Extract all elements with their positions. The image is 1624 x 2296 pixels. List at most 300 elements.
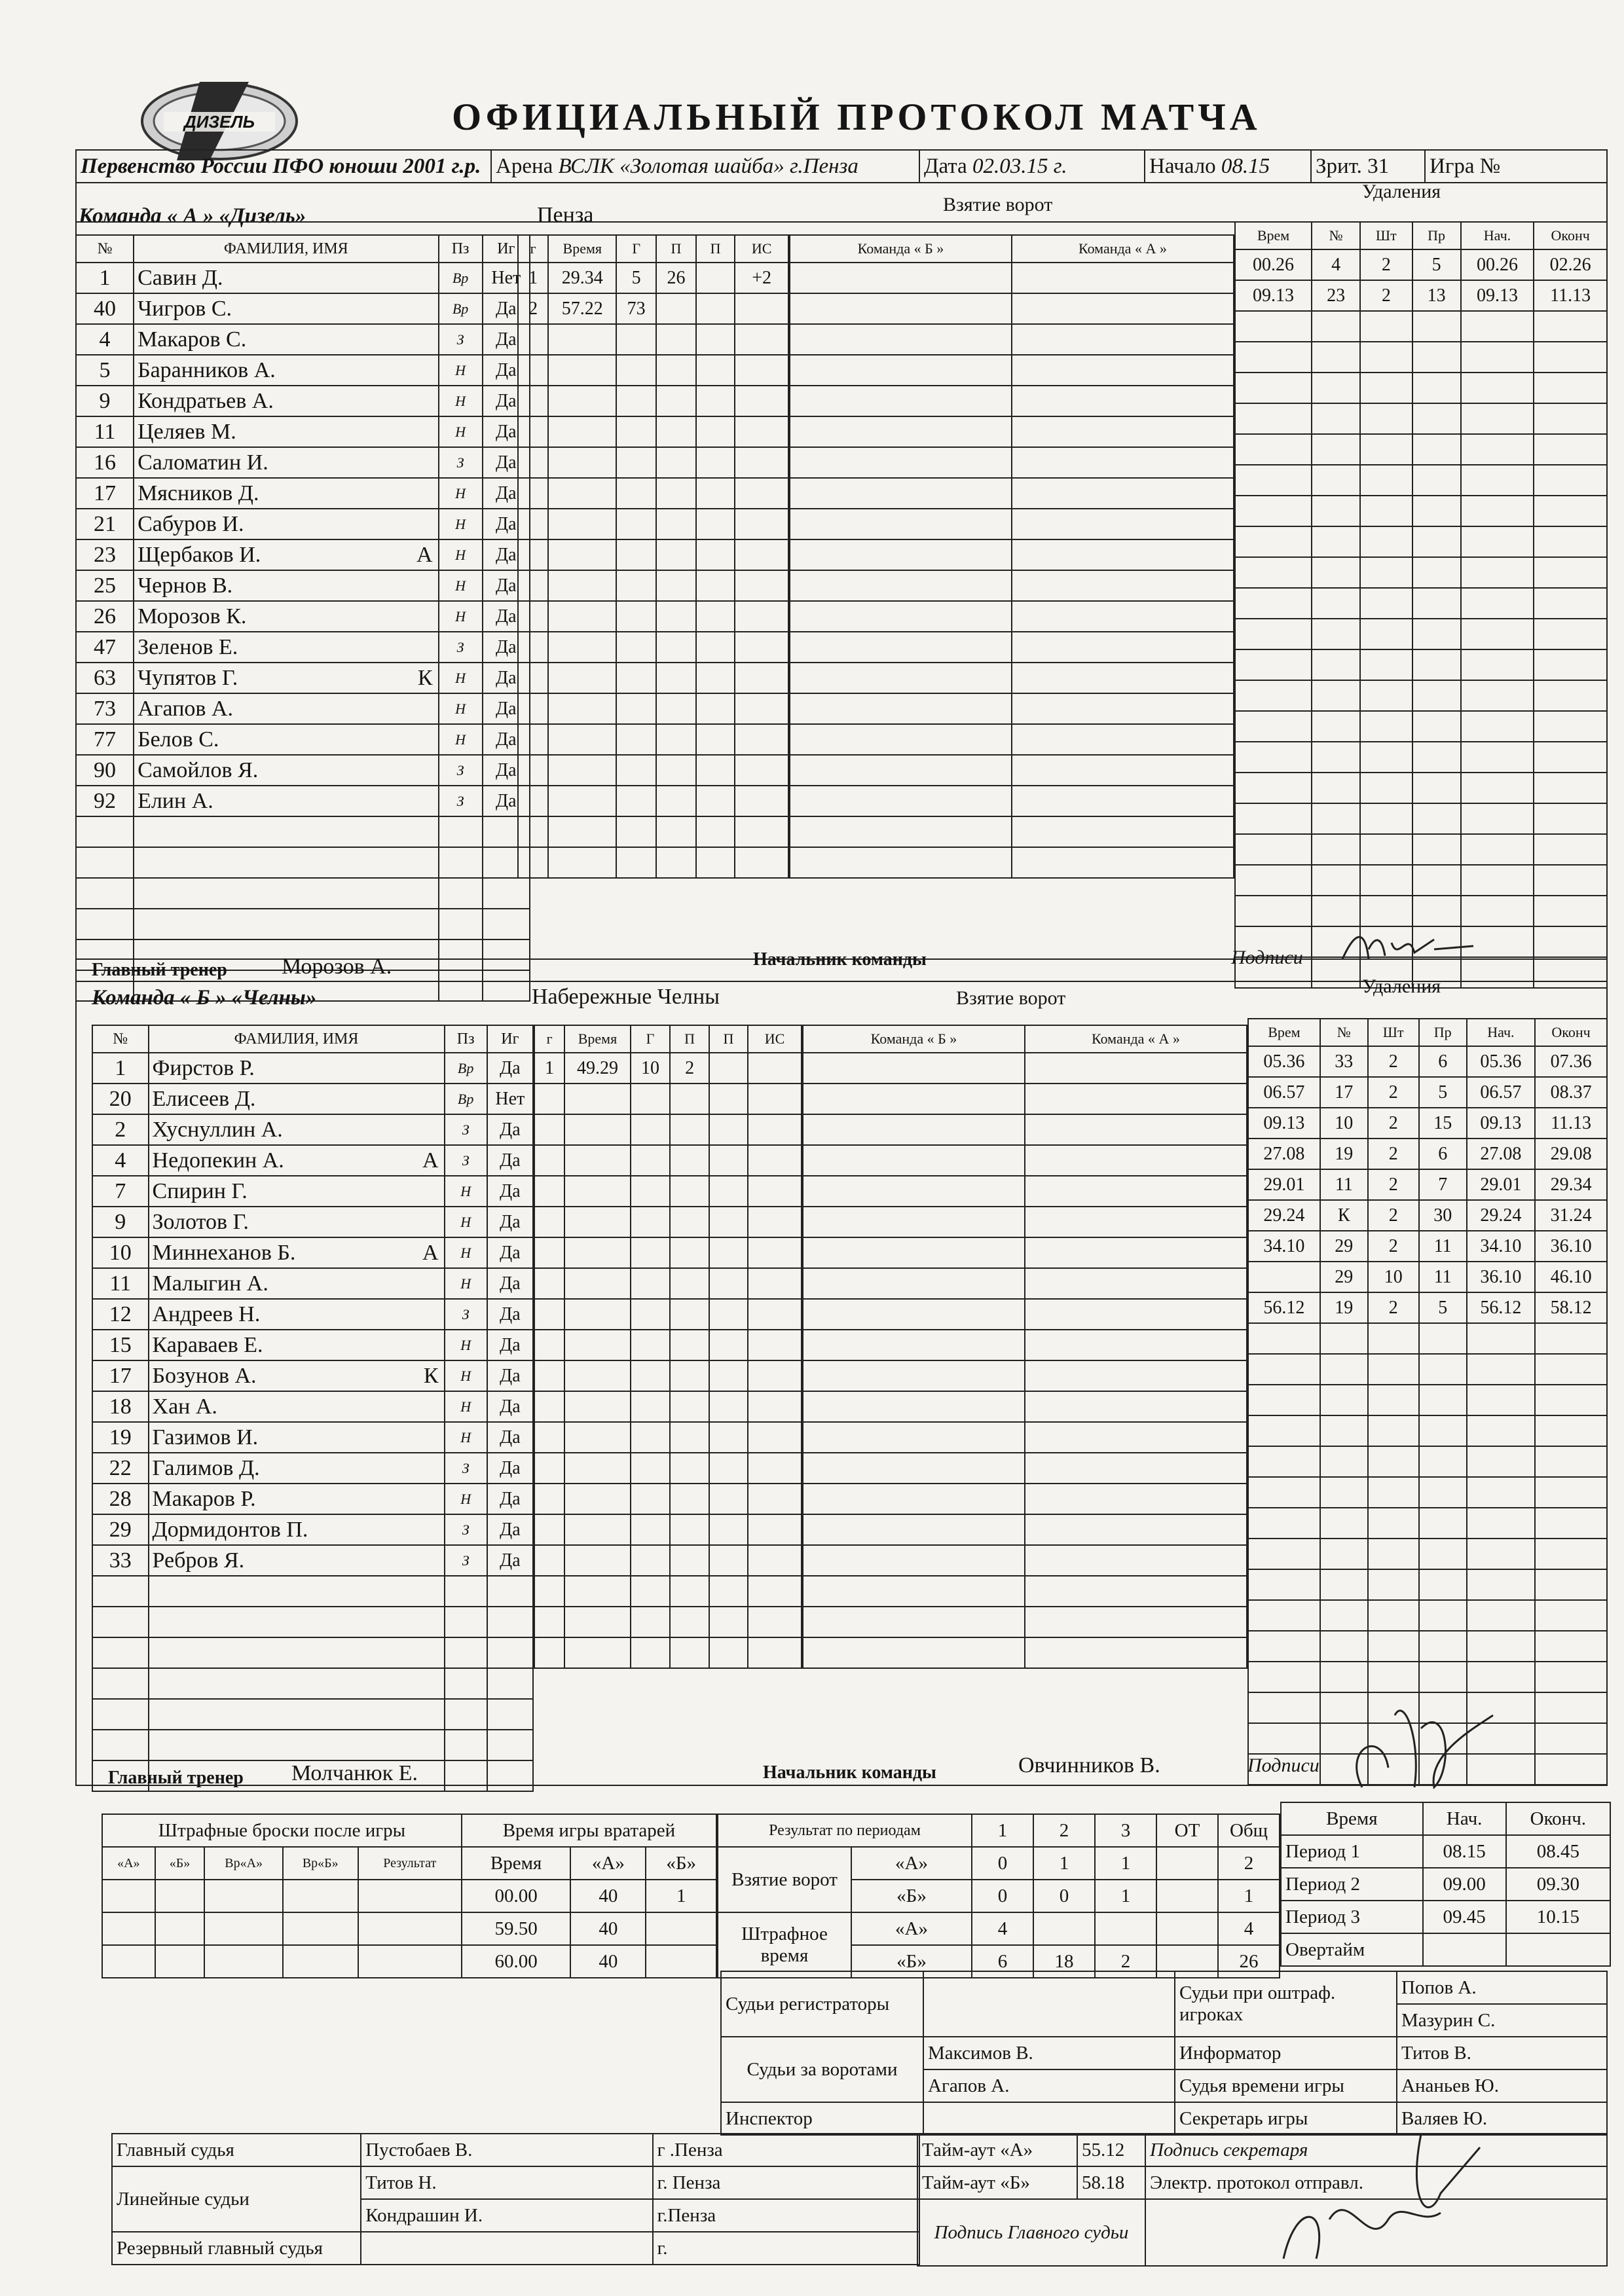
penalty-end: 08.37 — [1535, 1077, 1607, 1108]
goal-p2 — [696, 478, 735, 509]
player-name: Самойлов Я. — [134, 755, 438, 786]
player-position — [445, 1668, 487, 1699]
penalty-row — [1235, 557, 1607, 588]
penalty-sht: 2 — [1368, 1292, 1419, 1323]
officials-table — [720, 1971, 1608, 2136]
lineup-row — [803, 1053, 1247, 1084]
player-plays: Да — [487, 1360, 533, 1391]
player-name: Газимов И. — [149, 1422, 445, 1453]
penalty-time: 27.08 — [1248, 1139, 1320, 1169]
penalty-time — [1248, 1262, 1320, 1292]
player-plays — [487, 1607, 533, 1637]
penalty-sht — [1360, 803, 1412, 834]
penalty-no — [1320, 1477, 1368, 1508]
penalty-start — [1467, 1323, 1536, 1354]
penalty-row — [1235, 434, 1607, 465]
player-plays — [487, 1637, 533, 1668]
goal-g — [631, 1176, 671, 1207]
goal-is — [748, 1391, 802, 1422]
penalty-start: 00.26 — [1461, 249, 1534, 280]
goal-time — [548, 570, 616, 601]
player-position: З — [445, 1145, 487, 1176]
goalie-time-cell: 59.50 — [462, 1912, 570, 1945]
goal-row — [518, 693, 788, 724]
penalty-time — [1235, 865, 1312, 896]
player-name: Белов С. — [134, 724, 438, 755]
lineup-row — [803, 1268, 1247, 1299]
penalty-time — [1235, 496, 1312, 526]
player-plays: Да — [487, 1453, 533, 1484]
period-times — [1280, 1802, 1611, 1967]
penalty-end — [1535, 1631, 1607, 1662]
period-time-row — [1281, 1868, 1610, 1901]
player-position: Н — [439, 416, 483, 447]
penalty-start — [1467, 1477, 1536, 1508]
goal-is — [735, 786, 788, 816]
penalty-no — [1312, 680, 1360, 711]
goal-time — [548, 478, 616, 509]
team-a-signature — [1336, 923, 1486, 969]
penalty-sht — [1368, 1415, 1419, 1446]
goalie-col: «Б» — [646, 1847, 716, 1880]
penalty-row — [1248, 1539, 1607, 1569]
goal-is — [735, 293, 788, 324]
lineup-row — [790, 724, 1234, 755]
player-position — [439, 878, 483, 909]
goal-time — [564, 1453, 630, 1484]
goalie-time-cell: 1 — [646, 1880, 716, 1912]
player-position: Н — [445, 1176, 487, 1207]
goal-p1 — [670, 1453, 709, 1484]
goal-p2 — [696, 416, 735, 447]
penalty-time — [1235, 434, 1312, 465]
goal-p1 — [656, 632, 696, 663]
player-position: З — [445, 1545, 487, 1576]
goal-is — [735, 724, 788, 755]
goal-p2 — [709, 1422, 748, 1453]
period-team: «Б» — [851, 1945, 972, 1978]
linesman-2-city: г.Пенза — [653, 2199, 919, 2232]
player-name: Макаров Р. — [149, 1484, 445, 1514]
penalty-judge-1: Попов А. — [1397, 1971, 1607, 2004]
player-number: 11 — [92, 1268, 149, 1299]
penalty-row — [1248, 1262, 1607, 1292]
penalty-end: 29.08 — [1535, 1139, 1607, 1169]
goal-p2 — [709, 1084, 748, 1114]
penalty-start: 06.57 — [1467, 1077, 1536, 1108]
penalty-sht — [1360, 434, 1412, 465]
penalty-no — [1320, 1323, 1368, 1354]
player-row — [76, 478, 530, 509]
penalty-sht — [1368, 1477, 1419, 1508]
penalty-row — [1235, 865, 1607, 896]
player-plays: Нет — [483, 263, 530, 293]
goal-g — [631, 1360, 671, 1391]
period-team: «А» — [851, 1912, 972, 1945]
player-row — [76, 293, 530, 324]
period-results — [717, 1813, 1280, 1978]
goal-g — [616, 632, 656, 663]
player-plays: Да — [487, 1330, 533, 1360]
lineup-row — [803, 1484, 1247, 1514]
player-plays: Да — [483, 355, 530, 386]
penalty-row — [1248, 1046, 1607, 1077]
player-number: 28 — [92, 1484, 149, 1514]
goal-g — [631, 1391, 671, 1422]
player-name: Агапов А. — [134, 693, 438, 724]
penalty-no — [1312, 557, 1360, 588]
player-row — [76, 663, 530, 693]
secretary-sig-label: Подпись секретаря — [1145, 2134, 1607, 2166]
player-position: З — [439, 632, 483, 663]
player-row — [76, 447, 530, 478]
player-row — [92, 1453, 533, 1484]
goal-p2 — [709, 1330, 748, 1360]
penalty-no — [1312, 649, 1360, 680]
player-row — [76, 355, 530, 386]
goal-row — [518, 263, 788, 293]
player-row — [76, 539, 530, 570]
penalty-sht — [1368, 1662, 1419, 1692]
penalty-no — [1320, 1569, 1368, 1600]
goal-g — [616, 355, 656, 386]
goal-is — [748, 1114, 802, 1145]
goal-g — [534, 1145, 564, 1176]
player-plays: Да — [487, 1053, 533, 1084]
match-date: Дата 02.03.15 г. — [919, 150, 1145, 183]
penalty-end — [1534, 773, 1607, 803]
col-name: ФАМИЛИЯ, ИМЯ — [134, 235, 438, 263]
goal-is — [748, 1576, 802, 1607]
goal-g — [518, 786, 548, 816]
referee-sig-label: Подпись Главного судьи — [917, 2199, 1145, 2266]
goal-g — [631, 1545, 671, 1576]
penalty-pr — [1419, 1323, 1467, 1354]
goal-time — [564, 1545, 630, 1576]
penalty-sht — [1360, 896, 1412, 926]
shootout-goalie-table — [101, 1813, 717, 1978]
penalty-pr: 6 — [1419, 1139, 1467, 1169]
penalty-start — [1461, 742, 1534, 773]
player-position: З — [445, 1114, 487, 1145]
goal-row — [518, 447, 788, 478]
goal-g — [518, 570, 548, 601]
penalty-row — [1248, 1292, 1607, 1323]
player-position: Вр — [445, 1053, 487, 1084]
period-team: «Б» — [851, 1880, 972, 1912]
player-number: 17 — [76, 478, 134, 509]
penalty-pr: 30 — [1419, 1200, 1467, 1231]
penalty-sht: 2 — [1368, 1169, 1419, 1200]
goalie-col: Время — [462, 1847, 570, 1880]
period-team: «А» — [851, 1847, 972, 1880]
penalty-time — [1248, 1385, 1320, 1415]
player-position: Н — [445, 1330, 487, 1360]
lineup-row — [790, 570, 1234, 601]
penalty-time — [1248, 1446, 1320, 1477]
goal-p1 — [656, 816, 696, 847]
player-row — [92, 1607, 533, 1637]
timeout-a-value: 55.12 — [1077, 2134, 1145, 2166]
penalty-row — [1235, 403, 1607, 434]
goal-p2 — [696, 355, 735, 386]
goal-p1 — [656, 724, 696, 755]
penalty-sht: 2 — [1368, 1200, 1419, 1231]
penalty-end — [1535, 1569, 1607, 1600]
player-plays — [487, 1760, 533, 1791]
goal-p2 — [696, 816, 735, 847]
penalty-row — [1248, 1231, 1607, 1262]
penalty-row — [1248, 1139, 1607, 1169]
penalty-end — [1535, 1477, 1607, 1508]
player-row — [92, 1084, 533, 1114]
lineup-row — [790, 324, 1234, 355]
goal-is — [748, 1360, 802, 1391]
team-a-penalties: Врем № Шт Пр Нач. Оконч 00.26 4 2 5 00.26 02.26 09.13 23 2 13 09.13 11.13 — [1234, 221, 1608, 989]
main-referee-label: Главный судья — [112, 2134, 361, 2166]
shootout-title: Штрафные броски после игры — [102, 1814, 462, 1847]
team-b-goals-title: Взятие ворот — [956, 987, 1066, 1009]
goal-is — [735, 693, 788, 724]
player-row — [76, 755, 530, 786]
team-b-penalties: Врем № Шт Пр Нач. Оконч 05.36 33 2 6 05.36 07.36 06.57 17 2 5 06.57 08.37 09.13 10 2 15 09.13 11.13 27.08 19 2 6 27.08 29.08 29.01 11 2 7 29.01 29.34 29.24 К 2 30 29.24 31.24 34.10 29 2 11 34.10 36.10 29 10 11 36.10 46.10 56.12 19 2 5 56.12 58.12 — [1247, 1018, 1608, 1785]
penalty-start — [1461, 711, 1534, 742]
penalty-row — [1248, 1108, 1607, 1139]
penalty-start: 29.01 — [1467, 1169, 1536, 1200]
penalty-start — [1467, 1415, 1536, 1446]
penalty-start — [1467, 1600, 1536, 1631]
player-row — [76, 847, 530, 878]
goal-g — [616, 663, 656, 693]
lineup-row — [790, 386, 1234, 416]
goal-time — [564, 1145, 630, 1176]
goal-g — [631, 1637, 671, 1668]
lineup-row — [790, 416, 1234, 447]
penalty-no: 19 — [1320, 1292, 1368, 1323]
penalty-time — [1248, 1415, 1320, 1446]
player-name: Недопекин А. А — [149, 1145, 445, 1176]
player-number: 11 — [76, 416, 134, 447]
period-value — [1156, 1880, 1218, 1912]
goal-is — [748, 1330, 802, 1360]
period-time-cell: 09.45 — [1423, 1901, 1506, 1933]
player-position: Вр — [445, 1084, 487, 1114]
goal-time — [564, 1237, 630, 1268]
penalty-pr: 6 — [1419, 1046, 1467, 1077]
goal-row — [534, 1422, 802, 1453]
team-b-chief: Овчинников В. — [1018, 1753, 1160, 1777]
player-plays: Да — [487, 1545, 533, 1576]
goal-row — [534, 1637, 802, 1668]
period-time-col: Оконч. — [1506, 1802, 1610, 1835]
reserve-referee-city: г. — [653, 2232, 919, 2265]
goal-row — [534, 1084, 802, 1114]
goal-g — [534, 1545, 564, 1576]
penalty-start — [1461, 403, 1534, 434]
goal-p2 — [709, 1053, 748, 1084]
penalty-sht — [1360, 649, 1412, 680]
goal-time: 49.29 — [564, 1053, 630, 1084]
goal-g — [616, 539, 656, 570]
goal-g — [518, 816, 548, 847]
penalty-row — [1248, 1631, 1607, 1662]
penalty-time — [1235, 619, 1312, 649]
penalty-pr — [1419, 1631, 1467, 1662]
period-col: 3 — [1095, 1814, 1156, 1847]
penalty-end — [1534, 588, 1607, 619]
penalty-no — [1312, 834, 1360, 865]
player-row — [92, 1114, 533, 1145]
goal-g — [518, 509, 548, 539]
team-a-goal-lineups: Команда « Б » Команда « А » — [789, 234, 1234, 879]
player-plays: Да — [483, 478, 530, 509]
goal-time — [564, 1607, 630, 1637]
lineup-row — [803, 1607, 1247, 1637]
period-value: 4 — [972, 1912, 1033, 1945]
period-time-col: Время — [1281, 1802, 1423, 1835]
penalty-no: 19 — [1320, 1139, 1368, 1169]
player-row — [92, 1637, 533, 1668]
goal-time — [548, 509, 616, 539]
penalty-start — [1461, 680, 1534, 711]
team-b-signature — [1342, 1689, 1513, 1800]
penalty-end — [1535, 1723, 1607, 1754]
penalty-no — [1320, 1446, 1368, 1477]
player-name — [134, 909, 438, 939]
penalty-sht — [1360, 373, 1412, 403]
penalty-pr — [1419, 1539, 1467, 1569]
penalty-pr: 5 — [1419, 1292, 1467, 1323]
penalty-row — [1248, 1508, 1607, 1539]
penalty-pr — [1419, 1662, 1467, 1692]
goal-p1 — [656, 416, 696, 447]
penalty-end — [1534, 403, 1607, 434]
goal-time: 57.22 — [548, 293, 616, 324]
goal-row — [518, 324, 788, 355]
penalty-no — [1312, 803, 1360, 834]
goal-p1 — [670, 1145, 709, 1176]
player-number — [92, 1637, 149, 1668]
goal-g — [631, 1422, 671, 1453]
player-row — [92, 1730, 533, 1760]
penalty-end — [1534, 342, 1607, 373]
lineup-row — [803, 1299, 1247, 1330]
player-number — [76, 847, 134, 878]
team-a-chief-label: Начальник команды — [753, 949, 927, 970]
player-row — [92, 1330, 533, 1360]
player-row — [76, 816, 530, 847]
penalty-pr: 11 — [1419, 1262, 1467, 1292]
goal-p1 — [656, 509, 696, 539]
penalty-pr — [1412, 711, 1461, 742]
goalie-col: «А» — [570, 1847, 646, 1880]
player-number — [76, 909, 134, 939]
goal-g — [631, 1237, 671, 1268]
player-plays: Да — [487, 1268, 533, 1299]
player-number — [92, 1730, 149, 1760]
player-name: Галимов Д. — [149, 1453, 445, 1484]
goalie-time-cell: 40 — [570, 1945, 646, 1978]
goal-g — [616, 724, 656, 755]
lineup-row — [790, 816, 1234, 847]
shootout-col: «Б» — [155, 1847, 205, 1880]
competition: Первенство России ПФО юноши 2001 г.р. — [76, 150, 491, 183]
penalty-pr — [1412, 465, 1461, 496]
goal-is — [748, 1422, 802, 1453]
lineup-row — [803, 1453, 1247, 1484]
player-plays: Да — [483, 632, 530, 663]
penalty-sht — [1368, 1539, 1419, 1569]
player-name — [149, 1699, 445, 1730]
penalty-row — [1235, 742, 1607, 773]
penalty-pr: 13 — [1412, 280, 1461, 311]
goal-p2 — [696, 847, 735, 878]
penalty-sht — [1360, 465, 1412, 496]
player-row — [92, 1237, 533, 1268]
goal-p1 — [670, 1360, 709, 1391]
period-value — [1156, 1847, 1218, 1880]
penalty-end — [1534, 926, 1607, 957]
penalty-time: 06.57 — [1248, 1077, 1320, 1108]
penalty-no — [1312, 373, 1360, 403]
goal-g — [631, 1299, 671, 1330]
period-time-cell: 10.15 — [1506, 1901, 1610, 1933]
penalty-end — [1535, 1385, 1607, 1415]
penalty-row — [1235, 526, 1607, 557]
goal-time — [548, 539, 616, 570]
penalty-time — [1248, 1692, 1320, 1723]
penalty-start — [1461, 526, 1534, 557]
goal-g — [616, 693, 656, 724]
penalty-start — [1461, 373, 1534, 403]
goal-g — [534, 1453, 564, 1484]
penalty-pr — [1412, 834, 1461, 865]
penalty-time — [1235, 311, 1312, 342]
penalty-pr — [1419, 1569, 1467, 1600]
player-plays: Да — [487, 1207, 533, 1237]
goal-g — [518, 601, 548, 632]
player-row — [76, 909, 530, 939]
goal-p2 — [709, 1114, 748, 1145]
penalty-row — [1248, 1354, 1607, 1385]
lineup-row — [790, 755, 1234, 786]
informer-name: Титов В. — [1397, 2037, 1607, 2069]
penalty-pr — [1412, 803, 1461, 834]
match-header — [75, 149, 1608, 183]
goal-g — [616, 570, 656, 601]
goal-is — [735, 816, 788, 847]
penalty-sht — [1360, 526, 1412, 557]
goal-row — [534, 1484, 802, 1514]
goal-is — [748, 1299, 802, 1330]
penalty-end: 36.10 — [1535, 1231, 1607, 1262]
goal-is — [748, 1453, 802, 1484]
penalty-row — [1248, 1477, 1607, 1508]
goal-g — [616, 816, 656, 847]
player-name: Золотов Г. — [149, 1207, 445, 1237]
penalty-no: 10 — [1320, 1108, 1368, 1139]
player-number: 12 — [92, 1299, 149, 1330]
penalty-time: 05.36 — [1248, 1046, 1320, 1077]
player-name: Миннеханов Б. А — [149, 1237, 445, 1268]
penalty-time: 09.13 — [1248, 1108, 1320, 1139]
player-name: Зеленов Е. — [134, 632, 438, 663]
captain-mark: К — [417, 665, 433, 690]
penalty-no: 23 — [1312, 280, 1360, 311]
penalty-start — [1461, 496, 1534, 526]
goal-is — [735, 847, 788, 878]
penalty-pr: 5 — [1419, 1077, 1467, 1108]
